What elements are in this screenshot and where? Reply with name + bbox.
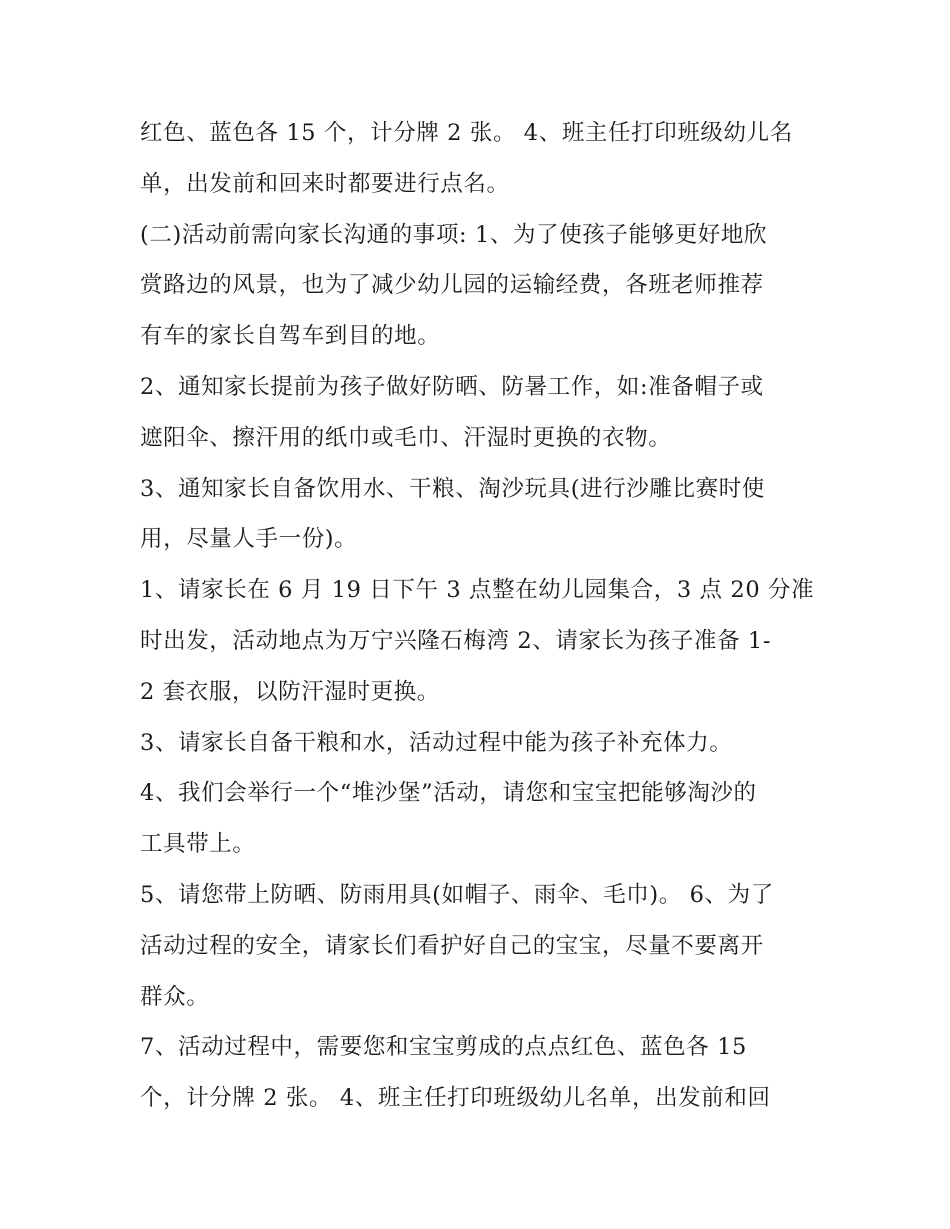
text-line: (二)活动前需向家长沟通的事项: 1、为了使孩子能够更好地欣 [140, 221, 768, 248]
text-line: 单，出发前和回来时都要进行点名。 [140, 170, 510, 197]
text-line: 时出发，活动地点为万宁兴隆石梅湾 2、请家长为孩子准备 1- [140, 627, 772, 654]
text-line: 4、我们会举行一个“堆沙堡”活动，请您和宝宝把能够淘沙的 [140, 780, 757, 807]
text-line: 2、通知家长提前为孩子做好防晒、防暑工作，如:准备帽子或 [140, 373, 764, 400]
text-line: 工具带上。 [140, 831, 256, 858]
text-line: 用，尽量人手一份)。 [140, 526, 358, 553]
text-line: 遮阳伞、擦汗用的纸巾或毛巾、汗湿时更换的衣物。 [140, 424, 672, 451]
text-line: 5、请您带上防晒、防雨用具(如帽子、雨伞、毛巾)。 6、为了 [140, 881, 774, 908]
text-line: 3、请家长自备干粮和水，活动过程中能为孩子补充体力。 [140, 729, 733, 756]
text-line: 7、活动过程中，需要您和宝宝剪成的点点红色、蓝色各 15 [140, 1034, 747, 1061]
text-line: 个，计分牌 2 张。 4、班主任打印班级幼儿名单，出发前和回 [140, 1085, 771, 1112]
text-line: 1、请家长在 6 月 19 日下午 3 点整在幼儿园集合，3 点 20 分准 [140, 577, 815, 604]
text-line: 活动过程的安全，请家长们看护好自己的宝宝，尽量不要离开 [140, 932, 764, 959]
text-line: 赏路边的风景，也为了减少幼儿园的运输经费，各班老师推荐 [140, 272, 764, 299]
text-line: 有车的家长自驾车到目的地。 [140, 323, 441, 350]
text-line: 2 套衣服，以防汗湿时更换。 [140, 678, 440, 705]
document-body [140, 108, 820, 1124]
text-line: 群众。 [140, 983, 210, 1010]
text-line: 红色、蓝色各 15 个，计分牌 2 张。 4、班主任打印班级幼儿名 [140, 120, 793, 146]
text-line: 3、通知家长自备饮用水、干粮、淘沙玩具(进行沙雕比赛时使 [140, 475, 765, 502]
